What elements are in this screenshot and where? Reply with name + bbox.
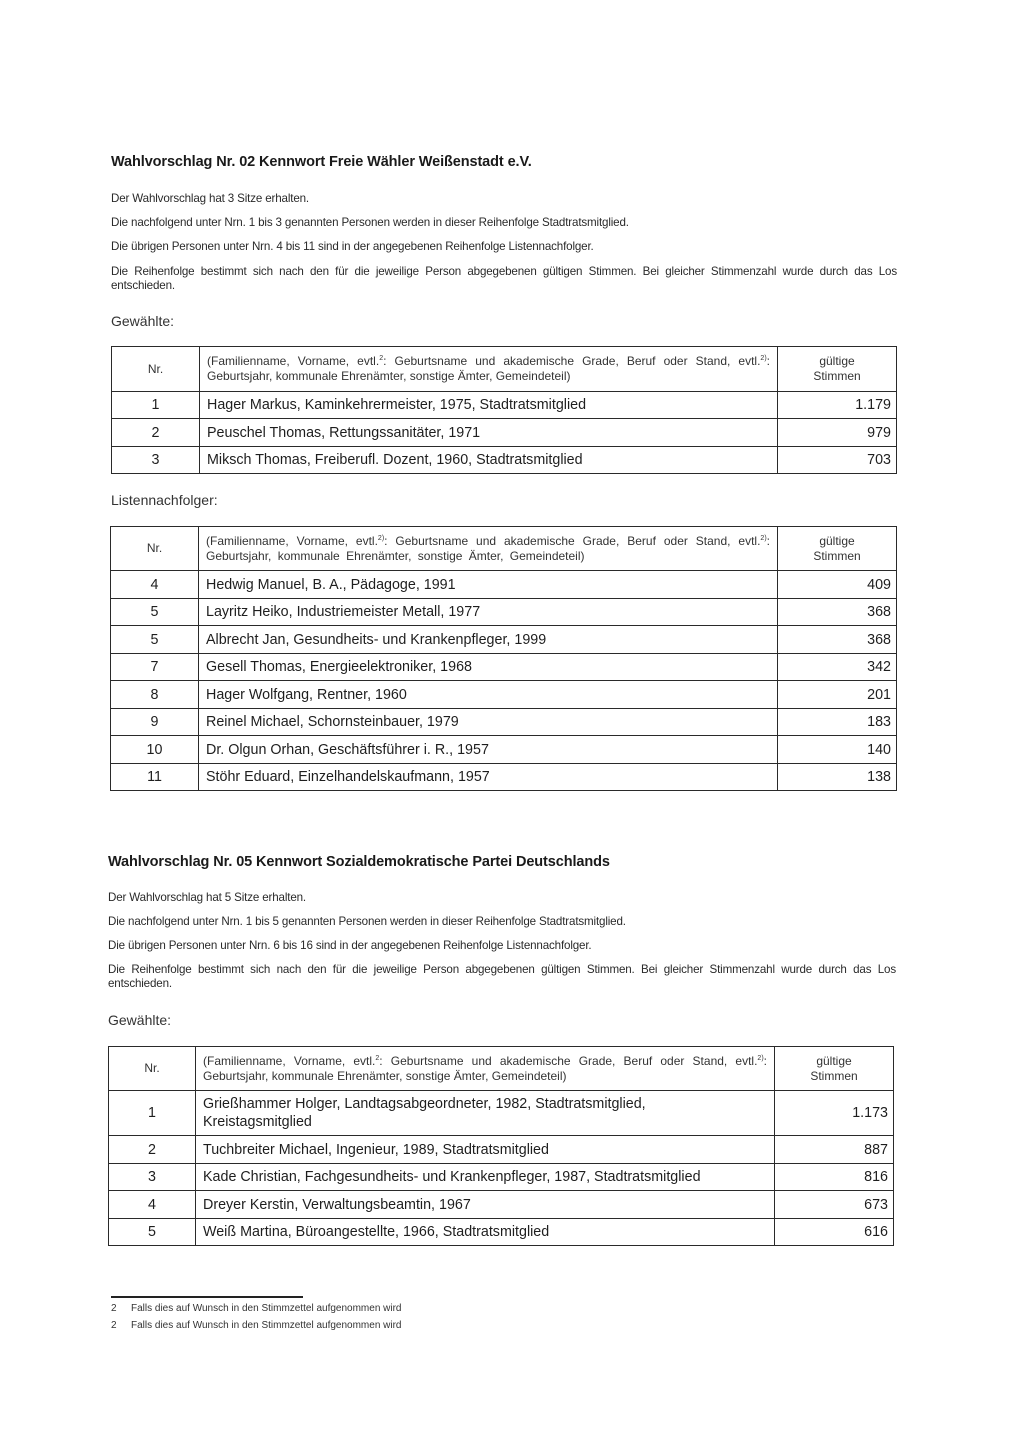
footnote <box>111 1320 402 1331</box>
elected-paragraph: Die nachfolgend unter Nrn. 1 bis 5 genannten Personen werden in dieser Reihenfolge Stadtratsmitglied. <box>108 915 626 928</box>
footnote-ref: 2 <box>379 355 384 362</box>
table-header-row <box>111 527 897 571</box>
column-header-votes: gültige Stimmen <box>778 347 897 392</box>
cell-votes: 201 <box>778 681 897 709</box>
cell-votes: 342 <box>778 654 897 681</box>
cell-votes: 616 <box>775 1219 894 1246</box>
table-row <box>109 1091 894 1136</box>
elected-label: Gewählte: <box>111 313 175 329</box>
cell-votes: 816 <box>775 1164 894 1191</box>
table-row <box>112 447 897 474</box>
table-row <box>109 1136 894 1164</box>
footnote-ref: 2) <box>757 1054 764 1062</box>
cell-description: Reinel Michael, Schornsteinbauer, 1979 <box>199 709 778 736</box>
cell-votes: 183 <box>778 709 897 736</box>
table-row <box>111 626 897 654</box>
table-row <box>111 654 897 681</box>
section-heading: Wahlvorschlag Nr. 05 Kennwort Sozialdemokratische Partei Deutschlands <box>108 854 610 870</box>
elected-table <box>111 346 897 474</box>
table-row <box>111 599 897 626</box>
cell-votes: 887 <box>775 1136 894 1164</box>
cell-nr: 5 <box>109 1219 196 1246</box>
cell-description: Grießhammer Holger, Landtagsabgeordneter, 1982, Stadtratsmitglied, Kreistagsmitglied <box>196 1091 775 1136</box>
cell-description: Weiß Martina, Büroangestellte, 1966, Stadtratsmitglied <box>196 1219 775 1246</box>
cell-description: Layritz Heiko, Industriemeister Metall, 1977 <box>199 599 778 626</box>
column-header-nr: Nr. <box>111 527 199 571</box>
cell-votes: 138 <box>778 764 897 791</box>
cell-description: Dr. Olgun Orhan, Geschäftsführer i. R., 1957 <box>199 736 778 764</box>
table-row <box>111 764 897 791</box>
cell-votes: 703 <box>778 447 897 474</box>
cell-description: Peuschel Thomas, Rettungssanitäter, 1971 <box>200 419 778 447</box>
table-row <box>109 1191 894 1219</box>
cell-nr: 5 <box>111 626 199 654</box>
cell-votes: 1.179 <box>778 392 897 419</box>
cell-nr: 8 <box>111 681 199 709</box>
cell-description: Dreyer Kerstin, Verwaltungsbeamtin, 1967 <box>196 1191 775 1219</box>
cell-votes: 409 <box>778 571 897 599</box>
cell-votes: 140 <box>778 736 897 764</box>
column-header-votes: gültige Stimmen <box>775 1047 894 1091</box>
cell-description: Stöhr Eduard, Einzelhandelskaufmann, 1957 <box>199 764 778 791</box>
cell-nr: 9 <box>111 709 199 736</box>
successors-label: Listennachfolger: <box>111 492 218 508</box>
cell-nr: 4 <box>109 1191 196 1219</box>
cell-nr: 4 <box>111 571 199 599</box>
elected-paragraph: Die nachfolgend unter Nrn. 1 bis 3 genannten Personen werden in dieser Reihenfolge Stadtratsmitglied. <box>111 216 629 229</box>
cell-nr: 5 <box>111 599 199 626</box>
column-header-description: (Familienname, Vorname, evtl.$^{2)}$: Geburtsname und akademische Grade, Beruf oder Stand, evtl.$^{2)}$: Geburtsjahr, kommunale Ehrenämter, sonstige Ämter, Gemeindeteil) <box>199 527 778 571</box>
successors-table <box>110 526 897 791</box>
cell-description: Hager Wolfgang, Rentner, 1960 <box>199 681 778 709</box>
column-header-nr: Nr. <box>112 347 200 392</box>
column-header-votes: gültige Stimmen <box>778 527 897 571</box>
footnote <box>111 1303 402 1314</box>
cell-description: Hager Markus, Kaminkehrermeister, 1975, Stadtratsmitglied <box>200 392 778 419</box>
seats-paragraph: Der Wahlvorschlag hat 5 Sitze erhalten. <box>108 891 306 904</box>
order-paragraph: Die Reihenfolge bestimmt sich nach den für die jeweilige Person abgegebenen gültigen Stimmen. Bei gleicher Stimmenzahl wurde durch das Los entschieden. <box>108 963 896 990</box>
cell-votes: 368 <box>778 599 897 626</box>
elected-label: Gewählte: <box>108 1012 172 1028</box>
table-row <box>111 736 897 764</box>
footnote-ref: 2 <box>375 1054 380 1062</box>
footnote-divider <box>111 1296 303 1298</box>
footnote-text: Falls dies auf Wunsch in den Stimmzettel aufgenommen wird <box>131 1320 402 1331</box>
cell-nr: 3 <box>112 447 200 474</box>
column-header-nr: Nr. <box>109 1047 196 1091</box>
column-header-description: (Familienname, Vorname, evtl.$^2$: Geburtsname und akademische Grade, Beruf oder Stand, evtl.$^{2)}$: Geburtsjahr, kommunale Ehrenämter, sonstige Ämter, Gemeindeteil) <box>200 347 778 392</box>
table-header-row <box>109 1047 894 1091</box>
cell-nr: 1 <box>109 1091 196 1136</box>
elected-table <box>108 1046 894 1246</box>
cell-description: Kade Christian, Fachgesundheits- und Krankenpfleger, 1987, Stadtratsmitglied <box>196 1164 775 1191</box>
order-paragraph: Die Reihenfolge bestimmt sich nach den für die jeweilige Person abgegebenen gültigen Stimmen. Bei gleicher Stimmenzahl wurde durch das Los entschieden. <box>111 265 897 292</box>
cell-description: Hedwig Manuel, B. A., Pädagoge, 1991 <box>199 571 778 599</box>
section-heading: Wahlvorschlag Nr. 02 Kennwort Freie Wähler Weißenstadt e.V. <box>111 154 532 170</box>
table-row <box>109 1219 894 1246</box>
cell-votes: 1.173 <box>775 1091 894 1136</box>
cell-nr: 2 <box>112 419 200 447</box>
footnote-ref: 2) <box>377 534 385 542</box>
cell-description: Miksch Thomas, Freiberufl. Dozent, 1960, Stadtratsmitglied <box>200 447 778 474</box>
footnote-text: Falls dies auf Wunsch in den Stimmzettel aufgenommen wird <box>131 1303 402 1314</box>
cell-nr: 10 <box>111 736 199 764</box>
table-row <box>112 419 897 447</box>
cell-nr: 1 <box>112 392 200 419</box>
table-row <box>111 571 897 599</box>
successors-paragraph: Die übrigen Personen unter Nrn. 4 bis 11 sind in der angegebenen Reihenfolge Listennachfolger. <box>111 240 594 253</box>
cell-nr: 3 <box>109 1164 196 1191</box>
cell-nr: 7 <box>111 654 199 681</box>
cell-votes: 673 <box>775 1191 894 1219</box>
table-row <box>111 681 897 709</box>
cell-nr: 2 <box>109 1136 196 1164</box>
footnote-number: 2 <box>111 1320 117 1331</box>
cell-description: Gesell Thomas, Energieelektroniker, 1968 <box>199 654 778 681</box>
table-row <box>112 392 897 419</box>
successors-paragraph: Die übrigen Personen unter Nrn. 6 bis 16 sind in der angegebenen Reihenfolge Listennachfolger. <box>108 939 592 952</box>
cell-votes: 368 <box>778 626 897 654</box>
cell-description: Tuchbreiter Michael, Ingenieur, 1989, Stadtratsmitglied <box>196 1136 775 1164</box>
column-header-description: (Familienname, Vorname, evtl.$^2$: Geburtsname und akademische Grade, Beruf oder Stand, evtl.$^{2)}$: Geburtsjahr, kommunale Ehrenämter, sonstige Ämter, Gemeindeteil) <box>196 1047 775 1091</box>
seats-paragraph: Der Wahlvorschlag hat 3 Sitze erhalten. <box>111 192 309 205</box>
footnote-ref: 2) <box>760 534 767 542</box>
cell-description: Albrecht Jan, Gesundheits- und Krankenpfleger, 1999 <box>199 626 778 654</box>
table-header-row <box>112 347 897 392</box>
cell-nr: 11 <box>111 764 199 791</box>
table-row <box>109 1164 894 1191</box>
cell-votes: 979 <box>778 419 897 447</box>
footnote-number: 2 <box>111 1303 117 1314</box>
footnote-ref: 2) <box>760 355 767 362</box>
table-row <box>111 709 897 736</box>
